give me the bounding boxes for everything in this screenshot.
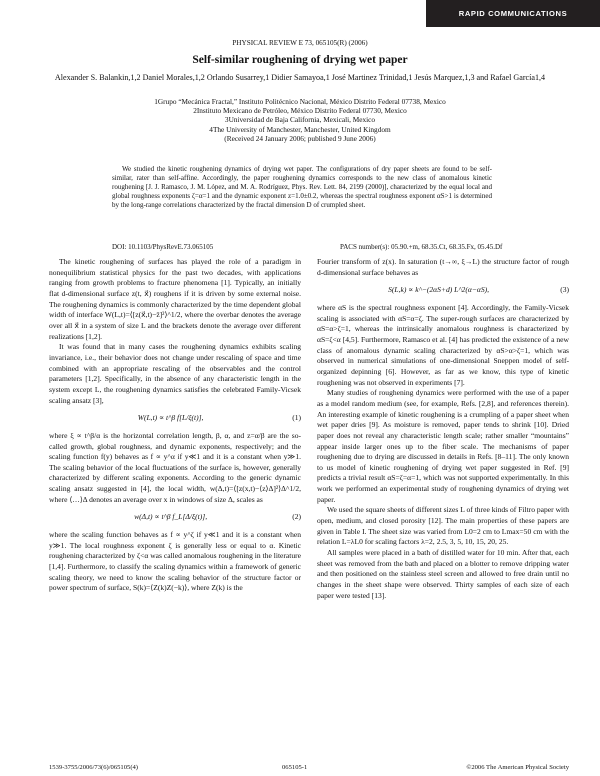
footer-copyright: ©2006 The American Physical Society: [466, 764, 569, 771]
doi-link[interactable]: DOI: 10.1103/PhysRevE.73.065105: [112, 243, 214, 251]
abstract: We studied the kinetic roughening dynamics of drying wet paper. The configurations of dry paper sheets are found to be self-similar, rater than self-affine. Accordingly, the paper roughening dynamics corresponds to the new class of anomalous kinetic roughening [J. J. Ramasco, J. M. López, and M. A. Rodríguez, Phys. Rev. Lett. 84, 2199 (2000)], characterized by the equal local and global roughness exponents ζ=α=1 and the dynamic exponent z=1.0±0.2, whereas the spectral roughness exponent αS>1 is determined by the long-range correlations characterized by the fractal dimension D of crumpled sheet.: [112, 165, 492, 210]
affiliation-2: 2Instituto Mexicano de Petróleo, México Distrito Federal 07730, Mexico: [193, 106, 407, 116]
footer-issn: 1539-3755/2006/73(6)/065105(4): [49, 764, 139, 771]
paragraph: Many studies of roughening dynamics were performed with the use of a paper as a model random medium (see, for example, Refs. [2,8], and references therein). An interesting example of kinetic roughening is a crumpling of a paper sheet when wet paper dries [9]. As moisture is removed, paper tends to shrink [10]. Dried paper does not reveal any characteristic length scale; rather smaller “mountains” appear inside larger ones up to the fiber scale. The mechanisms of paper roughening due to drying are discussed in details in Refs. [8–11]. The only known to us model of kinetic roughening of drying wet paper suggested in Ref. [9] predicts a trivial result αS=ζ=α=1, which was not supported experimentally. In this work we performed an experimental study of roughening dynamics of drying wet paper.: [317, 388, 569, 504]
affiliation-1: 1Grupo “Mecánica Fractal,” Instituto Politécnico Nacional, México Distrito Federal 07738, Mexico: [154, 97, 446, 106]
equation-body: w(Δ,t) ∝ t^β f_L[Δ/ξ(t)],: [134, 512, 208, 522]
affiliations: [18, 97, 582, 143]
pacs-numbers: PACS number(s): 05.90.+m, 68.35.Ct, 68.35.Fx, 05.45.Df: [340, 243, 503, 251]
equation: [49, 512, 301, 523]
paragraph: where ξ ∝ t^β/α is the horizontal correlation length, β, α, and z=α/β are the so-called growth, global roughness, and dynamic exponents, respectively; and the scaling function f(y) behaves as f ∝ y^α if y≪1 and it is a constant when y≫1. The scaling behavior of the local fluctuations of the surface is, however, generally characterized by different scaling exponents. According to the generic dynamic scaling ansatz suggested in [4], the local width, w(Δ,t)=⟨[z(x,t)−⟨z⟩Δ]²⟩Δ^1/2, where ⟨…⟩Δ denotes an average over x in windows of size Δ, scales as: [49, 430, 301, 504]
paragraph: The kinetic roughening of surfaces has played the role of a paradigm in nonequilibrium statistical physics for the past two decades, with applications ranging from growth problems to fracture phenomena [1]. Typically, an initially flat d-dimensional surface z(t, x⃗) roughens if it is driven by some external noise. The roughening dynamics is commonly characterized by the time dependent global width of interface W(L,t)=⟨[z(x⃗,t)−z̄]²⟩^1/2, where the overbar denotes the average over all x⃗ in a system of size L and the brackets denote the average over different realizations [1,2].: [49, 257, 301, 341]
equation-body: W(L,t) ∝ t^β f[L/ξ(t)],: [137, 413, 204, 423]
rapid-communications-banner: RAPID COMMUNICATIONS: [426, 0, 600, 27]
affiliation-3: 3Universidad de Baja California, Mexicali, Mexico: [224, 115, 376, 125]
journal-line: PHYSICAL REVIEW E 73, 065105(R) (2006): [232, 39, 368, 47]
paragraph: All samples were placed in a bath of distilled water for 10 min. After that, each sheet was removed from the bath and placed on a blotter to remove dripping water and then positioned on the stainless steel screen and allowed to free drain until no changes in the sheet shape were observed. Thirty samples of each size of each paper were tested [13].: [317, 548, 569, 600]
author-list: Alexander S. Balankin,1,2 Daniel Morales,1,2 Orlando Susarrey,1 Didier Samayoa,1 José Martinez Trinidad,1 Jesús Marquez,1,3 and Rafael García1,4: [54, 73, 546, 82]
equation: [49, 413, 301, 424]
equation: [317, 285, 569, 296]
article-title: Self-similar roughening of drying wet paper: [192, 54, 408, 66]
left-column: [49, 257, 301, 594]
paragraph: where the scaling function behaves as f ∝ y^ζ if y≪1 and it is a constant when y≫1. The local roughness exponent ζ is generally less or equal to α. Kinetic roughening characterized by ζ<α was called anomalous roughening in the literature [1,4]. Furthermore, to classify the scaling dynamics within a framework of generic scaling theory, we need to know the scaling behavior of the structure factor or power spectrum of surface, S(k)=⟨Z(k)Z(−k)⟩, where Z(k) is the: [49, 530, 301, 593]
equation-number: (2): [292, 512, 301, 522]
paragraph: Fourier transform of z(x). In saturation (t→∞, ξ→L) the structure factor of rough d-dimensional surface behaves as: [317, 257, 569, 277]
equation-body: S(L,k) ∝ k^−(2αS+d) L^2(α−αS),: [388, 285, 490, 295]
paragraph: where αS is the spectral roughness exponent [4]. Accordingly, the Family-Vicsek scaling is associated with αS=α=ζ. The super-rough surfaces are characterized by αS=α>ζ=1, whereas the intrinsically anomalous roughness is characterized by αS=ζ<α [4,5]. Furthermore, Ramasco et al. [4] has predicted the existence of a new class of anomalous dynamic scaling characterized by αS>α>ζ=1, which was observed in numerical simulations of one-dimensional Sneppen model of self-organized depinning [6]. However, as far as we know, this type of kinetic roughening was not observed in experiments [7].: [317, 302, 569, 387]
paragraph: We used the square sheets of different sizes L of three kinds of Filtro paper with open, medium, and closed porosity [12]. The main properties of these papers are given in Table I. The sheet size was varied from L0=2 cm to Lmax=50 cm with the relation L=λL0 for scaling factors λ=2, 2.5, 3, 5, 10, 15, 20, 25.: [317, 505, 569, 547]
paragraph: It was found that in many cases the roughening dynamics exhibits scaling invariance, i.e., their behavior does not change under rescaling of space and time combined with an appropriate rescaling of the observables and the control parameters [1,2]. Specifically, in the absence of any characteristic length in the system except L, the roughening dynamics satisfies the celebrated Family-Vicsek scaling ansatz [3],: [49, 342, 301, 405]
equation-number: (1): [292, 413, 301, 423]
equation-number: (3): [560, 285, 569, 295]
right-column: [317, 257, 569, 601]
received-dates: (Received 24 January 2006; published 9 June 2006): [224, 133, 376, 143]
footer-page-id: 065105-1: [282, 764, 308, 771]
affiliation-4: 4The University of Manchester, Manchester, United Kingdom: [209, 124, 391, 134]
